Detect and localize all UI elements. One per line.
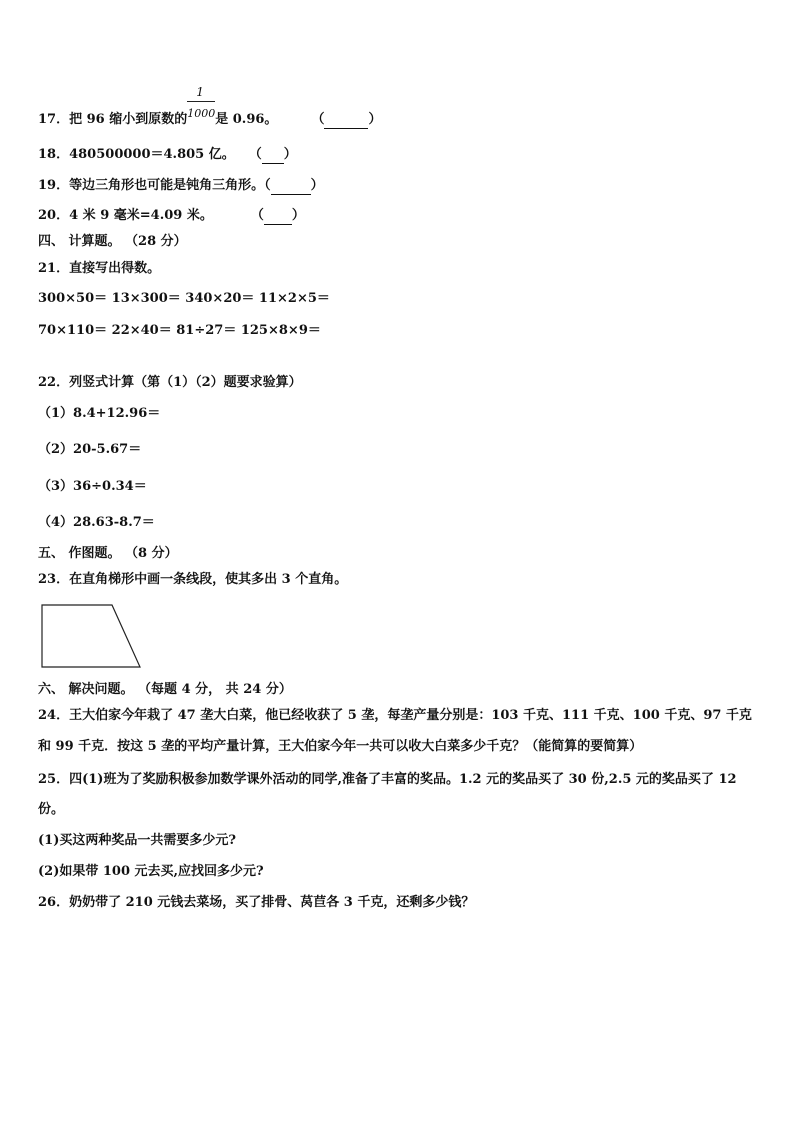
question-19 <box>38 177 324 195</box>
question-22-item-4: （4）28.63-8.7＝ <box>38 515 155 530</box>
fraction-denominator: 1000 <box>187 107 216 120</box>
answer-paren-close: ） <box>368 112 382 127</box>
q20-text: 20．4 米 9 毫米=4.09 米。 <box>38 208 213 223</box>
answer-paren-open: （ <box>264 178 271 193</box>
fraction <box>187 85 216 129</box>
section-6-heading: 六、 解决问题。 （每题 4 分， 共 24 分） <box>38 682 292 697</box>
right-trapezoid-figure <box>40 603 144 671</box>
answer-paren-close: ） <box>291 208 305 223</box>
answer-blank[interactable] <box>264 210 292 225</box>
section-5-heading: 五、 作图题。 （8 分） <box>38 546 178 561</box>
answer-paren-open: （ <box>250 208 264 223</box>
answer-blank[interactable] <box>271 180 311 195</box>
question-18 <box>38 146 297 164</box>
question-22-title: 22．列竖式计算（第（1）（2）题要求验算） <box>38 375 302 390</box>
q17-suffix: 是 0.96。 <box>215 112 278 127</box>
q17-prefix: 17．把 96 缩小到原数的 <box>38 112 188 127</box>
q19-text: 19．等边三角形也可能是钝角三角形。 <box>38 178 265 193</box>
question-25-sub-1: (1)买这两种奖品一共需要多少元? <box>38 833 236 848</box>
section-4-heading: 四、 计算题。 （28 分） <box>38 234 187 249</box>
fraction-numerator: 1 <box>196 85 204 99</box>
answer-paren-open: （ <box>311 112 325 127</box>
answer-blank[interactable] <box>262 149 284 164</box>
fraction-bar <box>187 101 215 102</box>
question-23: 23．在直角梯形中画一条线段，使其多出 3 个直角。 <box>38 572 348 587</box>
answer-blank[interactable] <box>324 114 368 129</box>
answer-paren-open: （ <box>248 147 262 162</box>
question-24-line-1: 24．王大伯家今年栽了 47 垄大白菜，他已经收获了 5 垄，每垄产量分别是：103 千克、111 千克、100 千克、97 千克 <box>38 708 752 723</box>
question-25-sub-2: (2)如果带 100 元去买,应找回多少元? <box>38 864 264 879</box>
question-22-item-3: （3）36÷0.34＝ <box>38 479 147 494</box>
q18-text: 18．480500000＝4.805 亿。 <box>38 147 235 162</box>
question-21-title: 21．直接写出得数。 <box>38 261 161 276</box>
question-26: 26．奶奶带了 210 元钱去菜场，买了排骨、莴苣各 3 千克，还剩多少钱？ <box>38 895 475 910</box>
question-22-item-1: （1）8.4+12.96＝ <box>38 406 161 421</box>
question-17 <box>38 85 382 129</box>
question-22-item-2: （2）20-5.67＝ <box>38 442 142 457</box>
question-21-row-1: 300×50＝ 13×300＝ 340×20＝ 11×2×5＝ <box>38 291 330 306</box>
trapezoid-shape <box>42 605 140 667</box>
question-21-row-2: 70×110＝ 22×40＝ 81÷27＝ 125×8×9＝ <box>38 323 321 338</box>
answer-paren-close: ） <box>283 147 297 162</box>
question-25-line-1: 25．四(1)班为了奖励积极参加数学课外活动的同学,准备了丰富的奖品。1.2 元的奖品买了 30 份,2.5 元的奖品买了 12 <box>38 772 737 787</box>
question-25-line-2: 份。 <box>38 802 65 817</box>
question-24-line-2: 和 99 千克．按这 5 垄的平均产量计算，王大伯家今年一共可以收大白菜多少千克？（能简算的要简算） <box>38 739 643 754</box>
question-20 <box>38 207 305 225</box>
answer-paren-close: ） <box>310 178 324 193</box>
